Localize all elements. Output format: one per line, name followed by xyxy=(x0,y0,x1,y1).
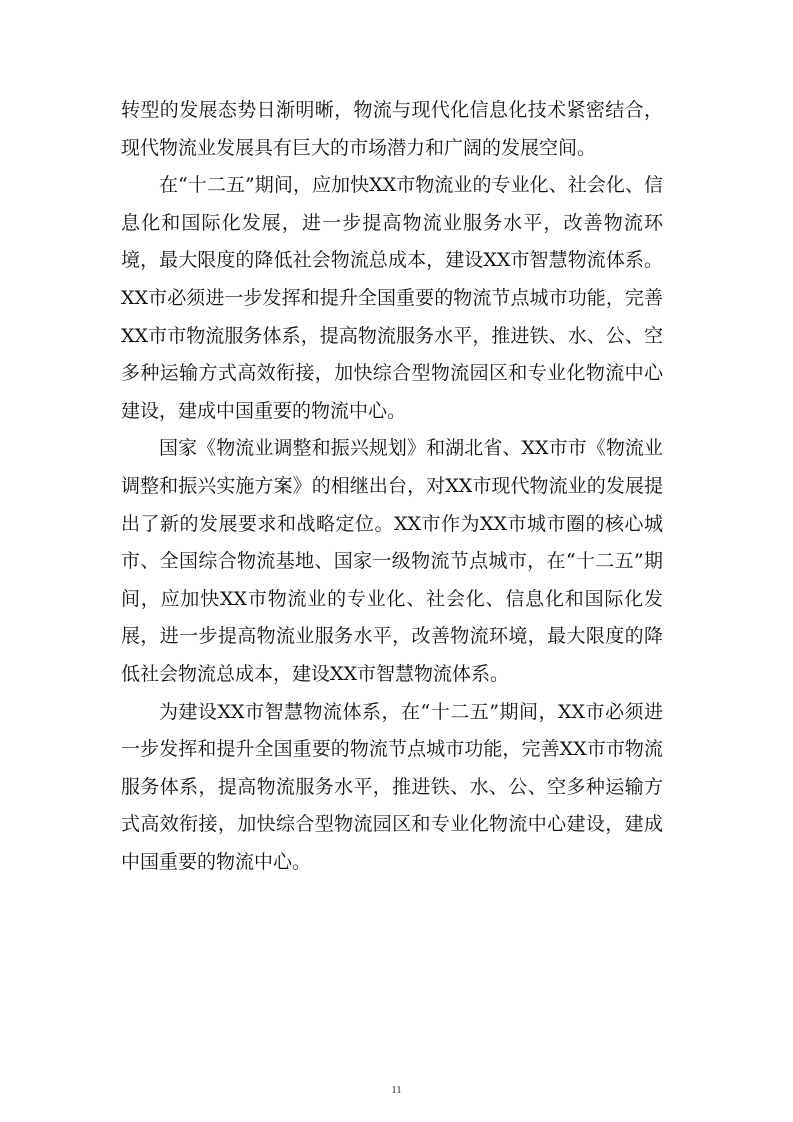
paragraph-twelfth-five-year-plan: 在“十二五”期间，应加快XX市物流业的专业化、社会化、信息化和国际化发展，进一步提高物流业服务水平，改善物流环境，最大限度的降低社会物流总成本，建设XX市智慧物流体系。XX市必须进一步发挥和提升全国重要的物流节点城市功能，完善XX市市物流服务体系，提高物流服务水平，推进铁、水、公、空多种运输方式高效衔接，加快综合型物流园区和专业化物流中心建设，建成中国重要的物流中心。 xyxy=(121,174,663,422)
paragraph-smart-logistics: 为建设XX市智慧物流体系，在“十二五”期间，XX市必须进一步发挥和提升全国重要的物流节点城市功能，完善XX市市物流服务体系，提高物流服务水平，推进铁、水、公、空多种运输方式高效衔接，加快综合型物流园区和专业化物流中心建设，建成中国重要的物流中心。 xyxy=(121,700,663,873)
paragraph-continuation: 转型的发展态势日渐明晰，物流与现代化信息化技术紧密结合，现代物流业发展具有巨大的市场潜力和广阔的发展空间。 xyxy=(121,99,663,159)
page-number: 11 xyxy=(391,1084,402,1096)
document-body xyxy=(121,92,663,881)
paragraph-national-plan: 国家《物流业调整和振兴规划》和湖北省、XX市市《物流业调整和振兴实施方案》的相继出台，对XX市现代物流业的发展提出了新的发展要求和战略定位。XX市作为XX市城市圈的核心城市、全国综合物流基地、国家一级物流节点城市，在“十二五”期间，应加快XX市物流业的专业化、社会化、信息化和国际化发展，进一步提高物流业服务水平，改善物流环境，最大限度的降低社会物流总成本，建设XX市智慧物流体系。 xyxy=(121,437,663,685)
